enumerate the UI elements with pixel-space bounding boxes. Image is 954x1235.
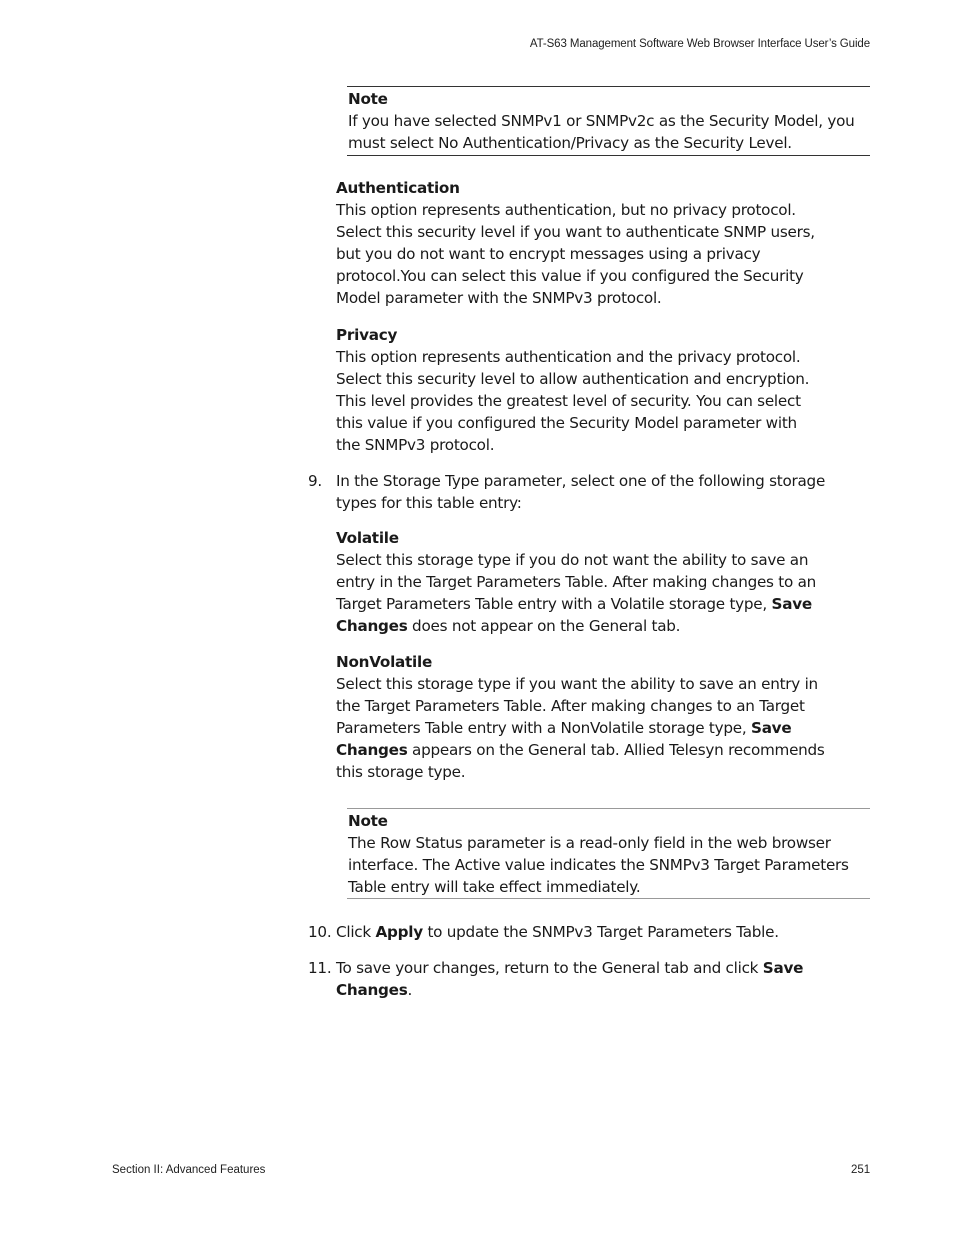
text-run: Target Parameters Table entry with a Volatile storage type, xyxy=(336,595,772,613)
text-run: appears on the General tab. Allied Telesyn recommends xyxy=(407,741,825,759)
option-text-line: Model parameter with the SNMPv3 protocol. xyxy=(336,289,662,307)
text-run: . xyxy=(407,981,413,999)
option-text-line: entry in the Target Parameters Table. After making changes to an xyxy=(336,573,817,591)
text-run: Click xyxy=(336,923,376,941)
step-number: 9. xyxy=(308,472,322,490)
option-text-line xyxy=(336,593,856,615)
running-header: AT-S63 Management Software Web Browser Interface User’s Guide xyxy=(529,38,870,50)
note-text-line: The Row Status parameter is a read-only field in the web browser xyxy=(348,834,831,852)
ui-term-save-changes: Changes xyxy=(336,981,408,999)
step-number: 11. xyxy=(308,959,332,977)
note-box-row-status xyxy=(347,808,870,899)
step-text-line xyxy=(336,957,868,979)
option-text-line: this storage type. xyxy=(336,763,466,781)
ui-term-save-changes: Save xyxy=(751,719,792,737)
option-text-line: but you do not want to encrypt messages using a privacy xyxy=(336,245,761,263)
text-run: to update the SNMPv3 Target Parameters Table. xyxy=(422,923,779,941)
option-title: NonVolatile xyxy=(336,653,432,671)
option-text-line xyxy=(336,615,856,637)
step-text-line: types for this table entry: xyxy=(336,494,522,512)
note-text-line: Table entry will take effect immediately. xyxy=(348,878,641,896)
step-text xyxy=(336,470,868,514)
option-text-line: This option represents authentication, but no privacy protocol. xyxy=(336,201,796,219)
step-text-line xyxy=(336,979,868,1001)
step-text xyxy=(336,921,868,943)
note-title: Note xyxy=(348,812,388,830)
footer-page-number: 251 xyxy=(851,1164,871,1176)
ui-term-save-changes: Changes xyxy=(336,617,408,635)
option-title: Privacy xyxy=(336,326,398,344)
ui-term-save-changes: Changes xyxy=(336,741,408,759)
option-title: Volatile xyxy=(336,529,399,547)
note-text-line: If you have selected SNMPv1 or SNMPv2c as the Security Model, you xyxy=(348,112,855,130)
note-title: Note xyxy=(348,90,388,108)
step-text-line: In the Storage Type parameter, select one of the following storage xyxy=(336,472,826,490)
option-text-line: Select this storage type if you do not want the ability to save an xyxy=(336,551,809,569)
text-run: Parameters Table entry with a NonVolatile storage type, xyxy=(336,719,751,737)
footer-section-title: Section II: Advanced Features xyxy=(112,1164,266,1176)
note-text-line: interface. The Active value indicates the SNMPv3 Target Parameters xyxy=(348,856,849,874)
option-text-line: Select this storage type if you want the ability to save an entry in xyxy=(336,675,818,693)
option-text-line: Select this security level if you want to authenticate SNMP users, xyxy=(336,223,815,241)
option-text-line: Select this security level to allow authentication and encryption. xyxy=(336,370,810,388)
text-run: does not appear on the General tab. xyxy=(407,617,681,635)
option-text-line xyxy=(336,717,856,739)
step-number: 10. xyxy=(308,923,332,941)
note-text-line: must select No Authentication/Privacy as the Security Level. xyxy=(348,134,792,152)
option-text-line xyxy=(336,739,856,761)
option-text-line: this value if you configured the Security Model parameter with xyxy=(336,414,797,432)
step-text xyxy=(336,957,868,1001)
option-text-line: the Target Parameters Table. After making changes to an Target xyxy=(336,697,805,715)
option-volatile xyxy=(336,527,856,637)
option-privacy xyxy=(336,324,856,456)
option-text-line: This level provides the greatest level of security. You can select xyxy=(336,392,801,410)
option-text-line: protocol.You can select this value if you configured the Security xyxy=(336,267,804,285)
ui-term-apply: Apply xyxy=(375,923,423,941)
option-text-line: the SNMPv3 protocol. xyxy=(336,436,495,454)
option-authentication xyxy=(336,177,856,309)
option-title: Authentication xyxy=(336,179,460,197)
step-10 xyxy=(308,921,868,943)
ui-term-save-changes: Save xyxy=(771,595,812,613)
step-9 xyxy=(308,470,868,514)
step-11 xyxy=(308,957,868,1001)
ui-term-save-changes: Save xyxy=(762,959,804,977)
text-run: To save your changes, return to the General tab and click xyxy=(336,959,763,977)
option-nonvolatile xyxy=(336,651,856,783)
note-box-security-model xyxy=(347,86,870,156)
option-text-line: This option represents authentication and the privacy protocol. xyxy=(336,348,801,366)
